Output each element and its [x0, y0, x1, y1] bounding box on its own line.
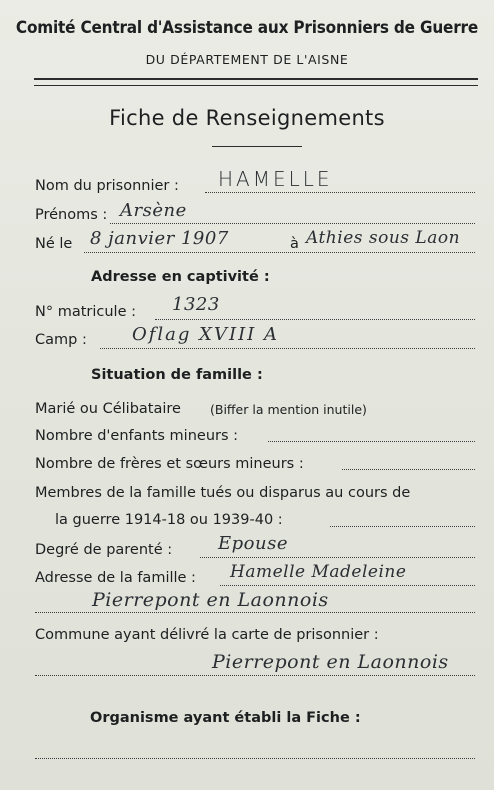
situation-heading: Situation de famille :: [91, 367, 263, 383]
commune-label: Commune ayant délivré la carte de prisonnier :: [35, 627, 379, 643]
adresse-famille-value-2: Pierrepont en Laonnois: [92, 589, 329, 611]
adresse-famille-line-1: [220, 585, 475, 586]
adresse-famille-value-1: Hamelle Madeleine: [230, 562, 407, 582]
a-value: Athies sous Laon: [306, 228, 461, 248]
degre-line: [200, 557, 475, 558]
ne-le-label: Né le: [35, 236, 73, 252]
nom-label: Nom du prisonnier :: [35, 178, 179, 194]
nom-line: [205, 192, 475, 193]
fiche-title-underline: [212, 146, 302, 147]
marie-label: Marié ou Célibataire: [35, 401, 181, 417]
commune-line: [35, 675, 475, 676]
degre-value: Epouse: [218, 533, 288, 554]
adresse-famille-label: Adresse de la famille :: [35, 570, 196, 586]
camp-line: [100, 348, 475, 349]
membres-label-2: la guerre 1914-18 ou 1939-40 :: [55, 512, 283, 528]
a-label: à: [290, 236, 299, 252]
committee-title: Comité Central d'Assistance aux Prisonniers de Guerre: [15, 18, 479, 38]
adresse-captivite-heading: Adresse en captivité :: [91, 269, 270, 285]
nom-value: HAMELLE: [218, 167, 333, 191]
matricule-value: 1323: [172, 294, 220, 315]
department-subtitle: DU DÉPARTEMENT DE L'AISNE: [145, 52, 349, 67]
membres-label-1: Membres de la famille tués ou disparus au cours de: [35, 485, 411, 501]
prenoms-line: [110, 223, 475, 224]
membres-line: [330, 526, 475, 527]
prenoms-label: Prénoms :: [35, 207, 108, 223]
enfants-label: Nombre d'enfants mineurs :: [35, 428, 239, 444]
enfants-line: [268, 441, 475, 442]
freres-line: [342, 469, 475, 470]
camp-label: Camp :: [35, 332, 87, 348]
matricule-label: N° matricule :: [35, 304, 136, 320]
freres-label: Nombre de frères et sœurs mineurs :: [35, 456, 304, 472]
fiche-title: Fiche de Renseignements: [109, 106, 385, 130]
adresse-famille-line-2: [35, 612, 475, 613]
degre-label: Degré de parenté :: [35, 542, 173, 558]
matricule-line: [155, 319, 475, 320]
ne-le-value: 8 janvier 1907: [90, 228, 229, 249]
commune-value: Pierrepont en Laonnois: [212, 651, 449, 673]
camp-value: Oflag XVIII A: [132, 324, 280, 345]
prenoms-value: Arsène: [120, 200, 187, 221]
organisme-line: [35, 758, 475, 759]
marie-note: (Biffer la mention inutile): [210, 402, 367, 417]
organisme-heading: Organisme ayant établi la Fiche :: [90, 710, 361, 726]
ne-le-line: [84, 252, 475, 253]
header-divider: [34, 78, 478, 86]
